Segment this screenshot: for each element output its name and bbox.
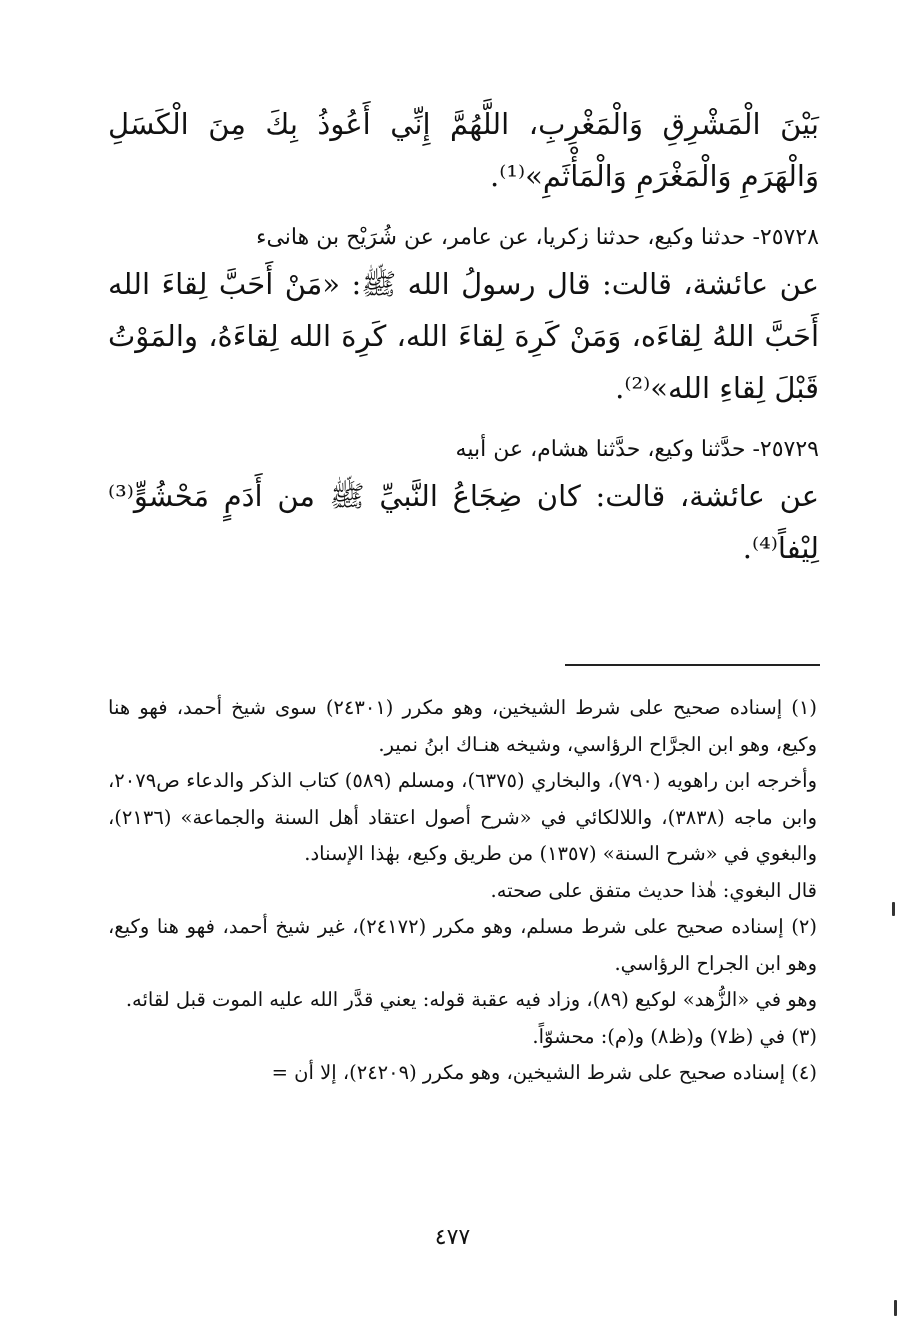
hadith-text-25729: عن عائشة، قالت: كان ضِجَاعُ النَّبيِّ ﷺ من أَدَمٍ مَحْشُوٍّ⁽³⁾ لِيْفاً⁽⁴⁾. xyxy=(108,479,819,565)
scan-speck xyxy=(894,1300,897,1316)
footnote-2-sources: وهو في «الزُّهد» لوكيع (٨٩)، وزاد فيه عقبة قوله: يعني قدَّر الله عليه الموت قبل لقائه. xyxy=(125,988,817,1011)
footnote-divider xyxy=(565,664,820,666)
footnote-2: (٢) إسناده صحيح على شرط مسلم، وهو مكرر (٢٤١٧٢)، غير شيخ أحمد، فهو هنا وكيع، وهو ابن الجراح الرؤاسي. xyxy=(108,915,817,975)
footnote-1-sources: وأخرجه ابن راهويه (٧٩٠)، والبخاري (٦٣٧٥)، ومسلم (٥٨٩) كتاب الذكر والدعاء ص٢٠٧٩، وابن ماجه (٣٨٣٨)، واللالكائي في «شرح أصول اعتقاد أهل السنة والجماعة» (٢١٣٦)، والبغوي في «شرح السنة» (١٣٥٧) من طريق وكيع، بهٰذا الإسناد. xyxy=(108,769,818,865)
footnote-1-comment: قال البغوي: هٰذا حديث متفق على صحته. xyxy=(490,878,817,902)
main-text xyxy=(108,98,819,574)
footnote-3: (٣) في (ظ٧) و(ظ٨) و(م): محشوّاً. xyxy=(532,1024,817,1048)
scan-speck xyxy=(892,902,895,916)
footnotes xyxy=(108,690,817,1092)
page-number: ٤٧٧ xyxy=(434,1225,471,1250)
footnote-1: (١) إسناده صحيح على شرط الشيخين، وهو مكرر (٢٤٣٠١) سوى شيخ أحمد، فهو هنا وكيع، وهو ابن الجرَّاح الرؤاسي، وشيخه هنـاك ابنُ نمير. xyxy=(108,696,817,756)
hadith-chain-25729: ٢٥٧٢٩- حدَّثنا وكيع، حدَّثنا هشام، عن أبيه xyxy=(455,437,819,462)
hadith-text-25728: عن عائشة، قالت: قال رسولُ الله ﷺ: «مَنْ أَحَبَّ لِقاءَ الله أَحَبَّ اللهُ لِقاءَه، وَمَنْ كَرِهَ لِقاءَ الله، كَرِهَ الله لِقاءَهُ، والمَوْتُ قَبْلَ لِقاءِ الله»⁽²⁾. xyxy=(108,267,819,405)
footnote-4: (٤) إسناده صحيح على شرط الشيخين، وهو مكرر (٢٤٢٠٩)، إلا أن = xyxy=(271,1061,817,1084)
hadith-chain-25728: ٢٥٧٢٨- حدثنا وكيع، حدثنا زكريا، عن عامر، عن شُرَيْح بن هانىء xyxy=(256,225,819,250)
hadith-text-continuation: بَيْنَ الْمَشْرِقِ وَالْمَغْرِبِ، اللَّهُمَّ إِنِّي أَعُوذُ بِكَ مِنَ الْكَسَلِ وَالْهَرَمِ وَالْمَغْرَمِ وَالْمَأْثَمِ»⁽¹⁾. xyxy=(108,107,819,193)
